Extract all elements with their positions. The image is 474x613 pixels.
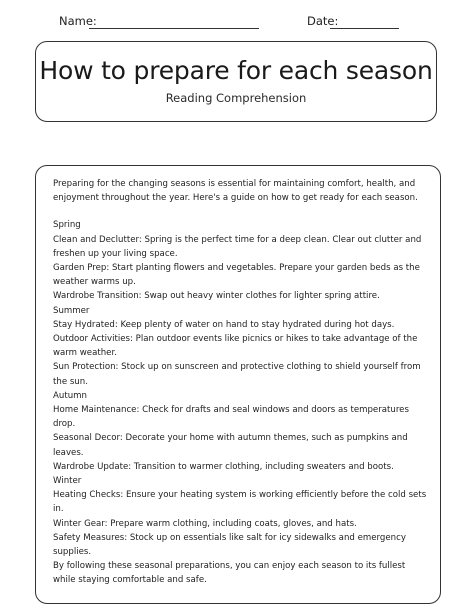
season-heading-summer: Summer — [53, 305, 90, 316]
passage-line: Winter Gear: Prepare warm clothing, including coats, gloves, and hats. — [53, 518, 357, 529]
passage-line: Stay Hydrated: Keep plenty of water on hand to stay hydrated during hot days. — [53, 319, 395, 330]
intro-paragraph: Preparing for the changing seasons is essential for maintaining comfort, health, and enjoyment throughout the year. Here's a guide on how to get ready for each season. — [53, 179, 418, 204]
season-heading-winter: Winter — [53, 476, 82, 487]
page-subtitle: Reading Comprehension — [165, 91, 307, 105]
passage-line: Safety Measures: Stock up on essentials like salt for icy sidewalks and emergency supplies. — [53, 532, 406, 558]
passage-line: Outdoor Activities: Plan outdoor events like picnics or hikes to take advantage of the warm weather. — [53, 334, 418, 359]
date-label: Date: — [307, 14, 339, 28]
date-field-line[interactable] — [330, 28, 399, 29]
paragraph-gap — [53, 205, 428, 218]
passage-line: Garden Prep: Start planting flowers and vegetables. Prepare your garden beds as the weather warms up. — [53, 263, 420, 288]
passage-line: Sun Protection: Stock up on sunscreen and protective clothing to shield yourself from the sun. — [53, 362, 421, 387]
closing-paragraph: By following these seasonal preparations, you can enjoy each season to its fullest while staying comfortable and safe. — [53, 561, 406, 586]
reading-passage — [35, 165, 441, 604]
name-date-bar — [59, 12, 439, 32]
title-box — [35, 41, 437, 122]
page-title: How to prepare for each season — [39, 56, 433, 85]
passage-line: Home Maintenance: Check for drafts and seal windows and doors as temperatures drop. — [53, 405, 409, 430]
passage-line: Clean and Declutter: Spring is the perfect time for a deep clean. Clear out clutter and freshen up your living space. — [53, 234, 422, 259]
name-label: Name: — [59, 14, 97, 28]
season-heading-autumn: Autumn — [53, 390, 87, 401]
passage-line: Heating Checks: Ensure your heating system is working efficiently before the cold sets in. — [53, 490, 427, 515]
passage-line: Seasonal Decor: Decorate your home with autumn themes, such as pumpkins and leaves. — [53, 433, 408, 458]
passage-line: Wardrobe Transition: Swap out heavy winter clothes for lighter spring attire. — [53, 291, 380, 302]
passage-line: Wardrobe Update: Transition to warmer clothing, including sweaters and boots. — [53, 461, 394, 472]
season-heading-spring: Spring — [53, 220, 81, 231]
name-field-line[interactable] — [89, 28, 259, 29]
